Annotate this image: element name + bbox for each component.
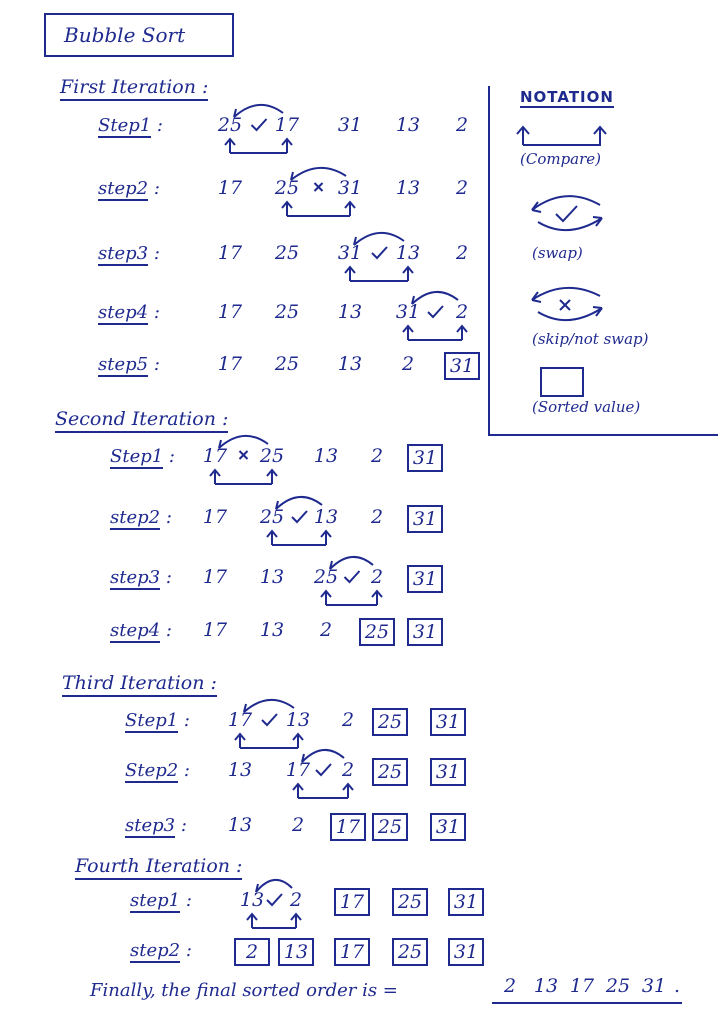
final-sorted-order bbox=[492, 974, 682, 1004]
final-statement: Finally, the final sorted order is = bbox=[90, 980, 398, 1001]
array-value: 13 bbox=[227, 759, 253, 781]
array-value: 13 bbox=[227, 814, 253, 836]
final-value: 13 bbox=[533, 975, 559, 997]
step-label: step4 : bbox=[98, 302, 160, 323]
iteration-heading: Third Iteration : bbox=[62, 672, 217, 697]
final-value: 2 bbox=[503, 975, 517, 997]
step-label: step2 : bbox=[98, 178, 160, 199]
swap-mark-icon bbox=[262, 714, 277, 725]
sorted-value: 25 bbox=[392, 888, 428, 916]
iteration-heading: First Iteration : bbox=[60, 76, 208, 101]
compare-arrow bbox=[235, 734, 303, 748]
sorted-value: 17 bbox=[334, 888, 370, 916]
array-value: 17 bbox=[285, 759, 311, 781]
sorted-value: 25 bbox=[372, 813, 408, 841]
array-value: 25 bbox=[217, 114, 243, 136]
compare-arrow bbox=[247, 914, 301, 928]
step-label-text: Step1 bbox=[98, 115, 152, 136]
swap-mark-icon bbox=[316, 764, 331, 775]
step-label-text: step3 bbox=[110, 567, 161, 588]
compare-arrow bbox=[267, 531, 331, 545]
sorted-value: 31 bbox=[448, 888, 484, 916]
step-label: Step1 : bbox=[125, 710, 190, 731]
array-value: 2 bbox=[370, 566, 384, 588]
sorted-value: 31 bbox=[444, 352, 480, 380]
skip-mark-icon bbox=[315, 183, 323, 191]
compare-arrow bbox=[321, 591, 382, 605]
step-label: step1 : bbox=[130, 890, 192, 911]
compare-arrow bbox=[282, 202, 355, 216]
array-value: 13 bbox=[259, 566, 285, 588]
array-value: 2 bbox=[455, 242, 469, 264]
step-label-text: Step1 bbox=[110, 446, 164, 467]
step-label: step4 : bbox=[110, 620, 172, 641]
array-value: 31 bbox=[337, 114, 363, 136]
step-label: step3 : bbox=[125, 815, 187, 836]
page-title: Bubble Sort bbox=[44, 13, 234, 57]
array-value: 13 bbox=[395, 242, 421, 264]
array-value: 13 bbox=[313, 445, 339, 467]
compare-arrow bbox=[293, 784, 353, 798]
array-value: 13 bbox=[337, 301, 363, 323]
array-value: 17 bbox=[202, 506, 228, 528]
step-label: step3 : bbox=[110, 567, 172, 588]
step-label: step5 : bbox=[98, 354, 160, 375]
step-label-text: step2 bbox=[110, 507, 161, 528]
sorted-value: 31 bbox=[407, 618, 443, 646]
notation-skip-label: (skip/not swap) bbox=[532, 330, 649, 348]
array-value: 13 bbox=[313, 506, 339, 528]
step-label-text: step3 bbox=[125, 815, 176, 836]
step-label: Step1 : bbox=[110, 446, 175, 467]
sorted-value: 31 bbox=[448, 938, 484, 966]
step-label-text: Step2 bbox=[125, 760, 179, 781]
sorted-value: 17 bbox=[330, 813, 366, 841]
notation-compare-label: (Compare) bbox=[520, 150, 602, 168]
sorted-value: 17 bbox=[334, 938, 370, 966]
array-value: 13 bbox=[337, 353, 363, 375]
sorted-value: 31 bbox=[407, 505, 443, 533]
array-value: 13 bbox=[285, 709, 311, 731]
sorted-value: 2 bbox=[234, 938, 270, 966]
notation-heading: NOTATION bbox=[520, 88, 614, 106]
compare-arrow bbox=[225, 139, 292, 153]
array-value: 31 bbox=[337, 177, 363, 199]
final-value: 31 bbox=[641, 975, 667, 997]
iteration-heading: Second Iteration : bbox=[55, 408, 228, 433]
swap-mark-icon bbox=[345, 571, 360, 582]
notation-legend bbox=[488, 86, 718, 436]
step-label: step3 : bbox=[98, 243, 160, 264]
array-value: 17 bbox=[217, 301, 243, 323]
array-value: 2 bbox=[291, 814, 305, 836]
final-period: . bbox=[673, 975, 681, 997]
array-value: 25 bbox=[274, 301, 300, 323]
array-value: 2 bbox=[319, 619, 333, 641]
sorted-value: 31 bbox=[430, 758, 466, 786]
step-label-text: step1 bbox=[130, 890, 181, 911]
array-value: 2 bbox=[370, 445, 384, 467]
step-label-text: step4 bbox=[110, 620, 161, 641]
sorted-value: 31 bbox=[407, 444, 443, 472]
array-value: 2 bbox=[455, 301, 469, 323]
final-value: 17 bbox=[569, 975, 595, 997]
array-value: 2 bbox=[341, 709, 355, 731]
array-value: 2 bbox=[341, 759, 355, 781]
array-value: 25 bbox=[274, 242, 300, 264]
swap-mark-icon bbox=[252, 119, 267, 130]
array-value: 25 bbox=[259, 506, 285, 528]
notation-sorted-label: (Sorted value) bbox=[532, 398, 641, 416]
array-value: 2 bbox=[455, 114, 469, 136]
array-value: 13 bbox=[395, 177, 421, 199]
step-label-text: step2 bbox=[98, 178, 149, 199]
array-value: 25 bbox=[274, 177, 300, 199]
array-value: 17 bbox=[217, 177, 243, 199]
array-value: 13 bbox=[239, 889, 265, 911]
swap-mark-icon bbox=[292, 511, 307, 522]
swap-mark-icon bbox=[372, 247, 387, 258]
step-label-text: step3 bbox=[98, 243, 149, 264]
step-label: step2 : bbox=[130, 940, 192, 961]
sorted-value: 31 bbox=[430, 708, 466, 736]
array-value: 2 bbox=[289, 889, 303, 911]
array-value: 13 bbox=[395, 114, 421, 136]
sorted-value: 25 bbox=[359, 618, 395, 646]
step-label-text: step2 bbox=[130, 940, 181, 961]
step-label: Step1 : bbox=[98, 115, 163, 136]
array-value: 17 bbox=[217, 242, 243, 264]
final-value: 25 bbox=[605, 975, 631, 997]
sorted-value: 25 bbox=[392, 938, 428, 966]
sorted-value: 25 bbox=[372, 758, 408, 786]
array-value: 25 bbox=[259, 445, 285, 467]
sorted-value: 31 bbox=[407, 565, 443, 593]
compare-arrow bbox=[345, 267, 413, 281]
array-value: 25 bbox=[274, 353, 300, 375]
array-value: 13 bbox=[259, 619, 285, 641]
array-value: 17 bbox=[217, 353, 243, 375]
array-value: 17 bbox=[202, 566, 228, 588]
sorted-value: 31 bbox=[430, 813, 466, 841]
iteration-heading: Fourth Iteration : bbox=[75, 855, 242, 880]
swap-mark-icon bbox=[428, 306, 443, 317]
sorted-value: 25 bbox=[372, 708, 408, 736]
step-label-text: Step1 bbox=[125, 710, 179, 731]
array-value: 2 bbox=[455, 177, 469, 199]
array-value: 2 bbox=[370, 506, 384, 528]
array-value: 25 bbox=[313, 566, 339, 588]
step-label-text: step5 bbox=[98, 354, 149, 375]
array-value: 2 bbox=[401, 353, 415, 375]
notation-swap-label: (swap) bbox=[532, 244, 583, 262]
array-value: 31 bbox=[395, 301, 421, 323]
array-value: 17 bbox=[202, 619, 228, 641]
step-label-text: step4 bbox=[98, 302, 149, 323]
array-value: 17 bbox=[274, 114, 300, 136]
skip-mark-icon bbox=[240, 451, 248, 459]
array-value: 17 bbox=[202, 445, 228, 467]
array-value: 17 bbox=[227, 709, 253, 731]
compare-arrow bbox=[403, 326, 467, 340]
array-value: 31 bbox=[337, 242, 363, 264]
step-label: step2 : bbox=[110, 507, 172, 528]
compare-arrow bbox=[210, 470, 277, 484]
sorted-value: 13 bbox=[278, 938, 314, 966]
step-label: Step2 : bbox=[125, 760, 190, 781]
